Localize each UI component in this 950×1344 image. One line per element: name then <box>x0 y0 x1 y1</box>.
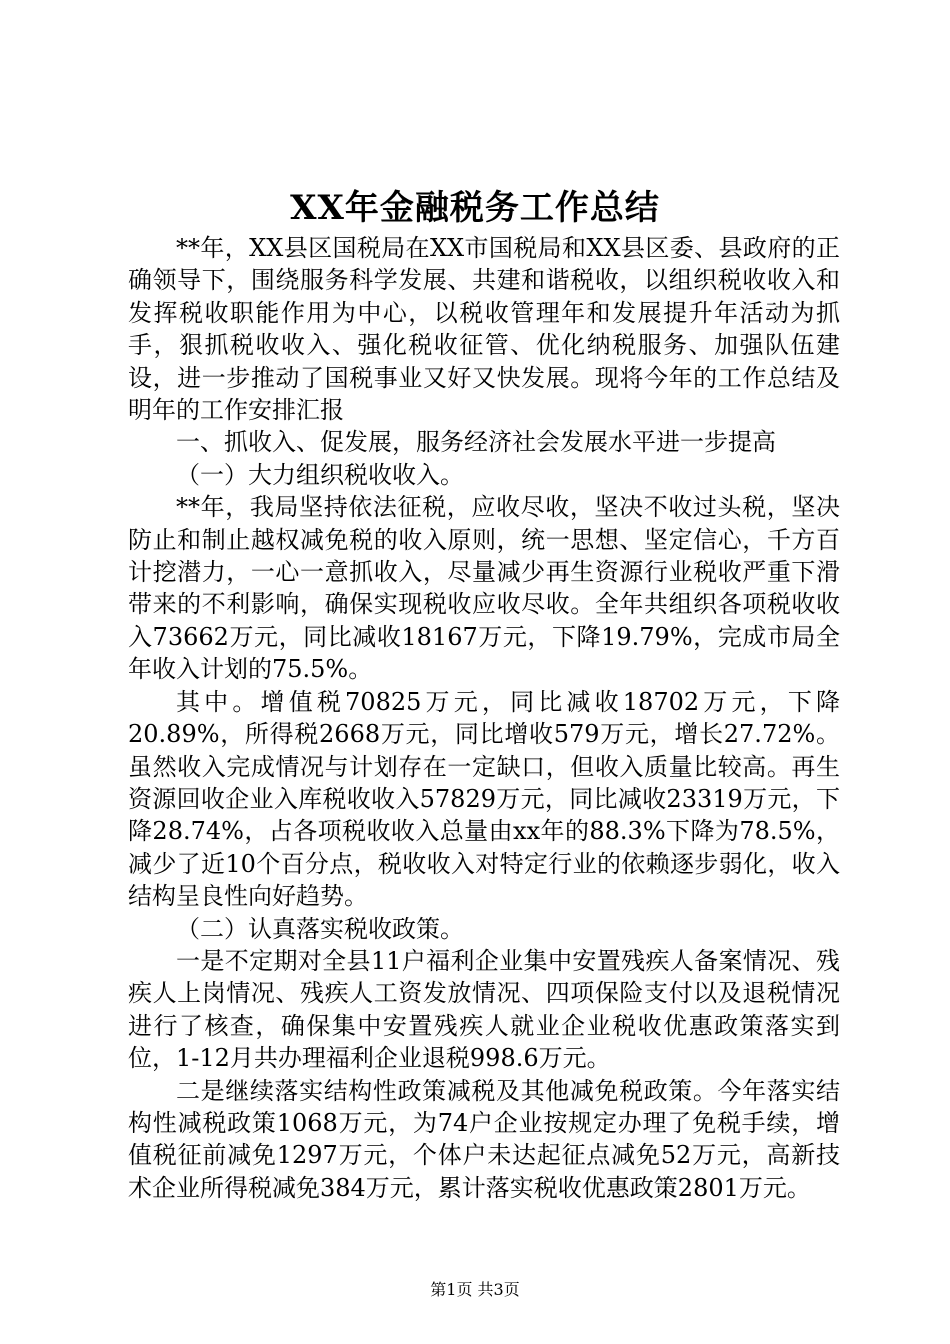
section-heading-1: 一、抓收入、促发展，服务经济社会发展水平进一步提高 <box>176 428 776 457</box>
document-title: XX年金融税务工作总结 <box>290 188 660 228</box>
paragraph-intro: **年，XX县区国税局在XX市国税局和XX县区委、县政府的正确领导下，围绕服务科学发展、共建和谐税收，以组织税收收入和发挥税收职能作用为中心，以税收管理年和发展提升年活动为抓手，狠抓税收收入、强化税收征管、优化纳税服务、加强队伍建设，进一步推动了国税事业又好又快发展。现将今年的工作总结及明年的工作安排汇报 <box>128 234 840 425</box>
document-body <box>128 232 840 1204</box>
paragraph-policy-2: 二是继续落实结构性政策减税及其他减免税政策。今年落实结构性减税政策1068万元，为74户企业按规定办理了免税手续，增值税征前减免1297万元，个体户未达起征点减免52万元，高新技术企业所得税减免384万元，累计落实税收优惠政策2801万元。 <box>128 1076 840 1202</box>
page-footer: 第1页 共3页 <box>430 1280 520 1299</box>
subsection-heading-2: （二）认真落实税收政策。 <box>176 914 464 943</box>
paragraph-revenue-detail: 其中。增值税70825万元，同比减收18702万元，下降20.89%，所得税2668万元，同比增收579万元，增长27.72%。虽然收入完成情况与计划存在一定缺口，但收入质量比较高。再生资源回收企业入库税收收入57829万元，同比减收23319万元，下降28.74%，占各项税收收入总量由xx年的88.3%下降为78.5%，减少了近10个百分点，税收收入对特定行业的依赖逐步弱化，收入结构呈良性向好趋势。 <box>128 687 840 911</box>
subsection-heading-1: （一）大力组织税收收入。 <box>176 460 464 489</box>
paragraph-revenue: **年，我局坚持依法征税，应收尽收，坚决不收过头税，坚决防止和制止越权减免税的收入原则，统一思想、坚定信心，千方百计挖潜力，一心一意抓收入，尽量减少再生资源行业税收严重下滑带来的不利影响，确保实现税收应收尽收。全年共组织各项税收收入73662万元，同比减收18167万元，下降19.79%，完成市局全年收入计划的75.5%。 <box>128 493 840 684</box>
paragraph-policy-1: 一是不定期对全县11户福利企业集中安置残疾人备案情况、残疾人上岗情况、残疾人工资发放情况、四项保险支付以及退税情况进行了核查，确保集中安置残疾人就业企业税收优惠政策落实到位，1-12月共办理福利企业退税998.6万元。 <box>128 946 840 1073</box>
